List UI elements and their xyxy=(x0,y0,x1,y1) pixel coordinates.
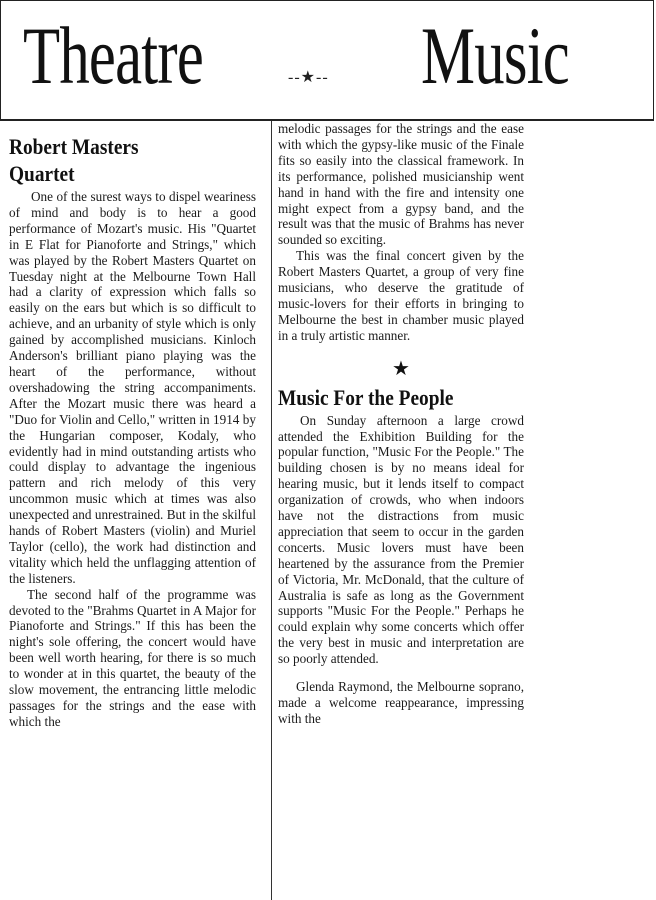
article2-paragraph: Glenda Raymond, the Melbourne soprano, made a welcome reappearance, impressing with the xyxy=(278,679,524,726)
masthead-theatre: Theatre xyxy=(23,10,204,101)
right-column xyxy=(278,121,524,900)
masthead-music: Music xyxy=(421,10,569,101)
article1-paragraph: The second half of the programme was devoted to the "Brahms Quartet in A Major for Pianoforte and Strings." If this has been the night's sole offering, the concert would have been well worth hearing, for there is so much to wonder at in this quartet, the beauty of the slow movement, the entrancing little melodic passages for the strings and the ease with which the xyxy=(9,586,256,729)
column-divider xyxy=(271,121,272,900)
star-separator-icon: ★ xyxy=(392,357,410,380)
article2-headline: Music For the People xyxy=(278,384,454,410)
article1-paragraph: One of the surest ways to dispel weariness of mind and body is to hear a good performance of Mozart's music. His "Quartet in E Flat for Pianoforte and Strings," which was played by the Robert Masters Quartet on Tuesday night at the Melbourne Town Hall had a clarity of expression which falls so easily on the ears but which is so difficult to achieve, and an urbanity of style which is only gained by accomplished musicians. Kinloch Anderson's brilliant piano playing was the heart of the performance, without overshadowing the string accompaniments. After the Mozart music there was heard a "Duo for Violin and Cello," written in 1914 by the Hungarian composer, Kodaly, who evidently had in mind outstanding artists who could display to advantage the ingenious pattern and rich melody of this very uncommon music which at times was also unexpected and unrestrained. But in the skilful hands of Robert Masters (violin) and Muriel Taylor (cello), the work had distinction and vitality which held the unflagging attention of the listeners. xyxy=(9,189,256,586)
article1-closing: This was the final concert given by the Robert Masters Quartet, a group of very fine musicians, who deserve the gratitude of music-lovers for their efforts in bringing to Melbourne the best in chamber music played in a truly artistic manner. xyxy=(278,248,524,343)
article1-continuation: melodic passages for the strings and the ease with which the gypsy-like music of the Finale fits so easily into the classical framework. In its performance, polished musicianship went hand in hand with the fire and intensity one might expect from a gypsy band, and the result was that the music of Brahms has never sounded so exciting. xyxy=(278,121,524,248)
paragraph-gap xyxy=(278,667,524,679)
article1-headline-line1: Robert Masters xyxy=(9,134,139,159)
left-column xyxy=(9,121,256,900)
article1-headline xyxy=(9,133,256,187)
article1-headline-line2: Quartet xyxy=(9,161,75,186)
article2-paragraph: On Sunday afternoon a large crowd attended the Exhibition Building for the popular function, "Music For the People." The building chosen is by no means ideal for hearing music, but it lends itself to compact organization of crowds, who when indoors have not the distractions from music appreciation that seem to occur in the garden concerts. Music lovers must have been heartened by the assurance from the Premier of Victoria, Mr. McDonald, that the culture of Australia is safe as long as the Government supports "Music For the People." Perhaps he could explain why some concerts which offer the very best in music and interpretation are so poorly attended. xyxy=(278,412,524,667)
masthead xyxy=(0,0,654,121)
masthead-ornament: --★-- xyxy=(288,69,329,86)
